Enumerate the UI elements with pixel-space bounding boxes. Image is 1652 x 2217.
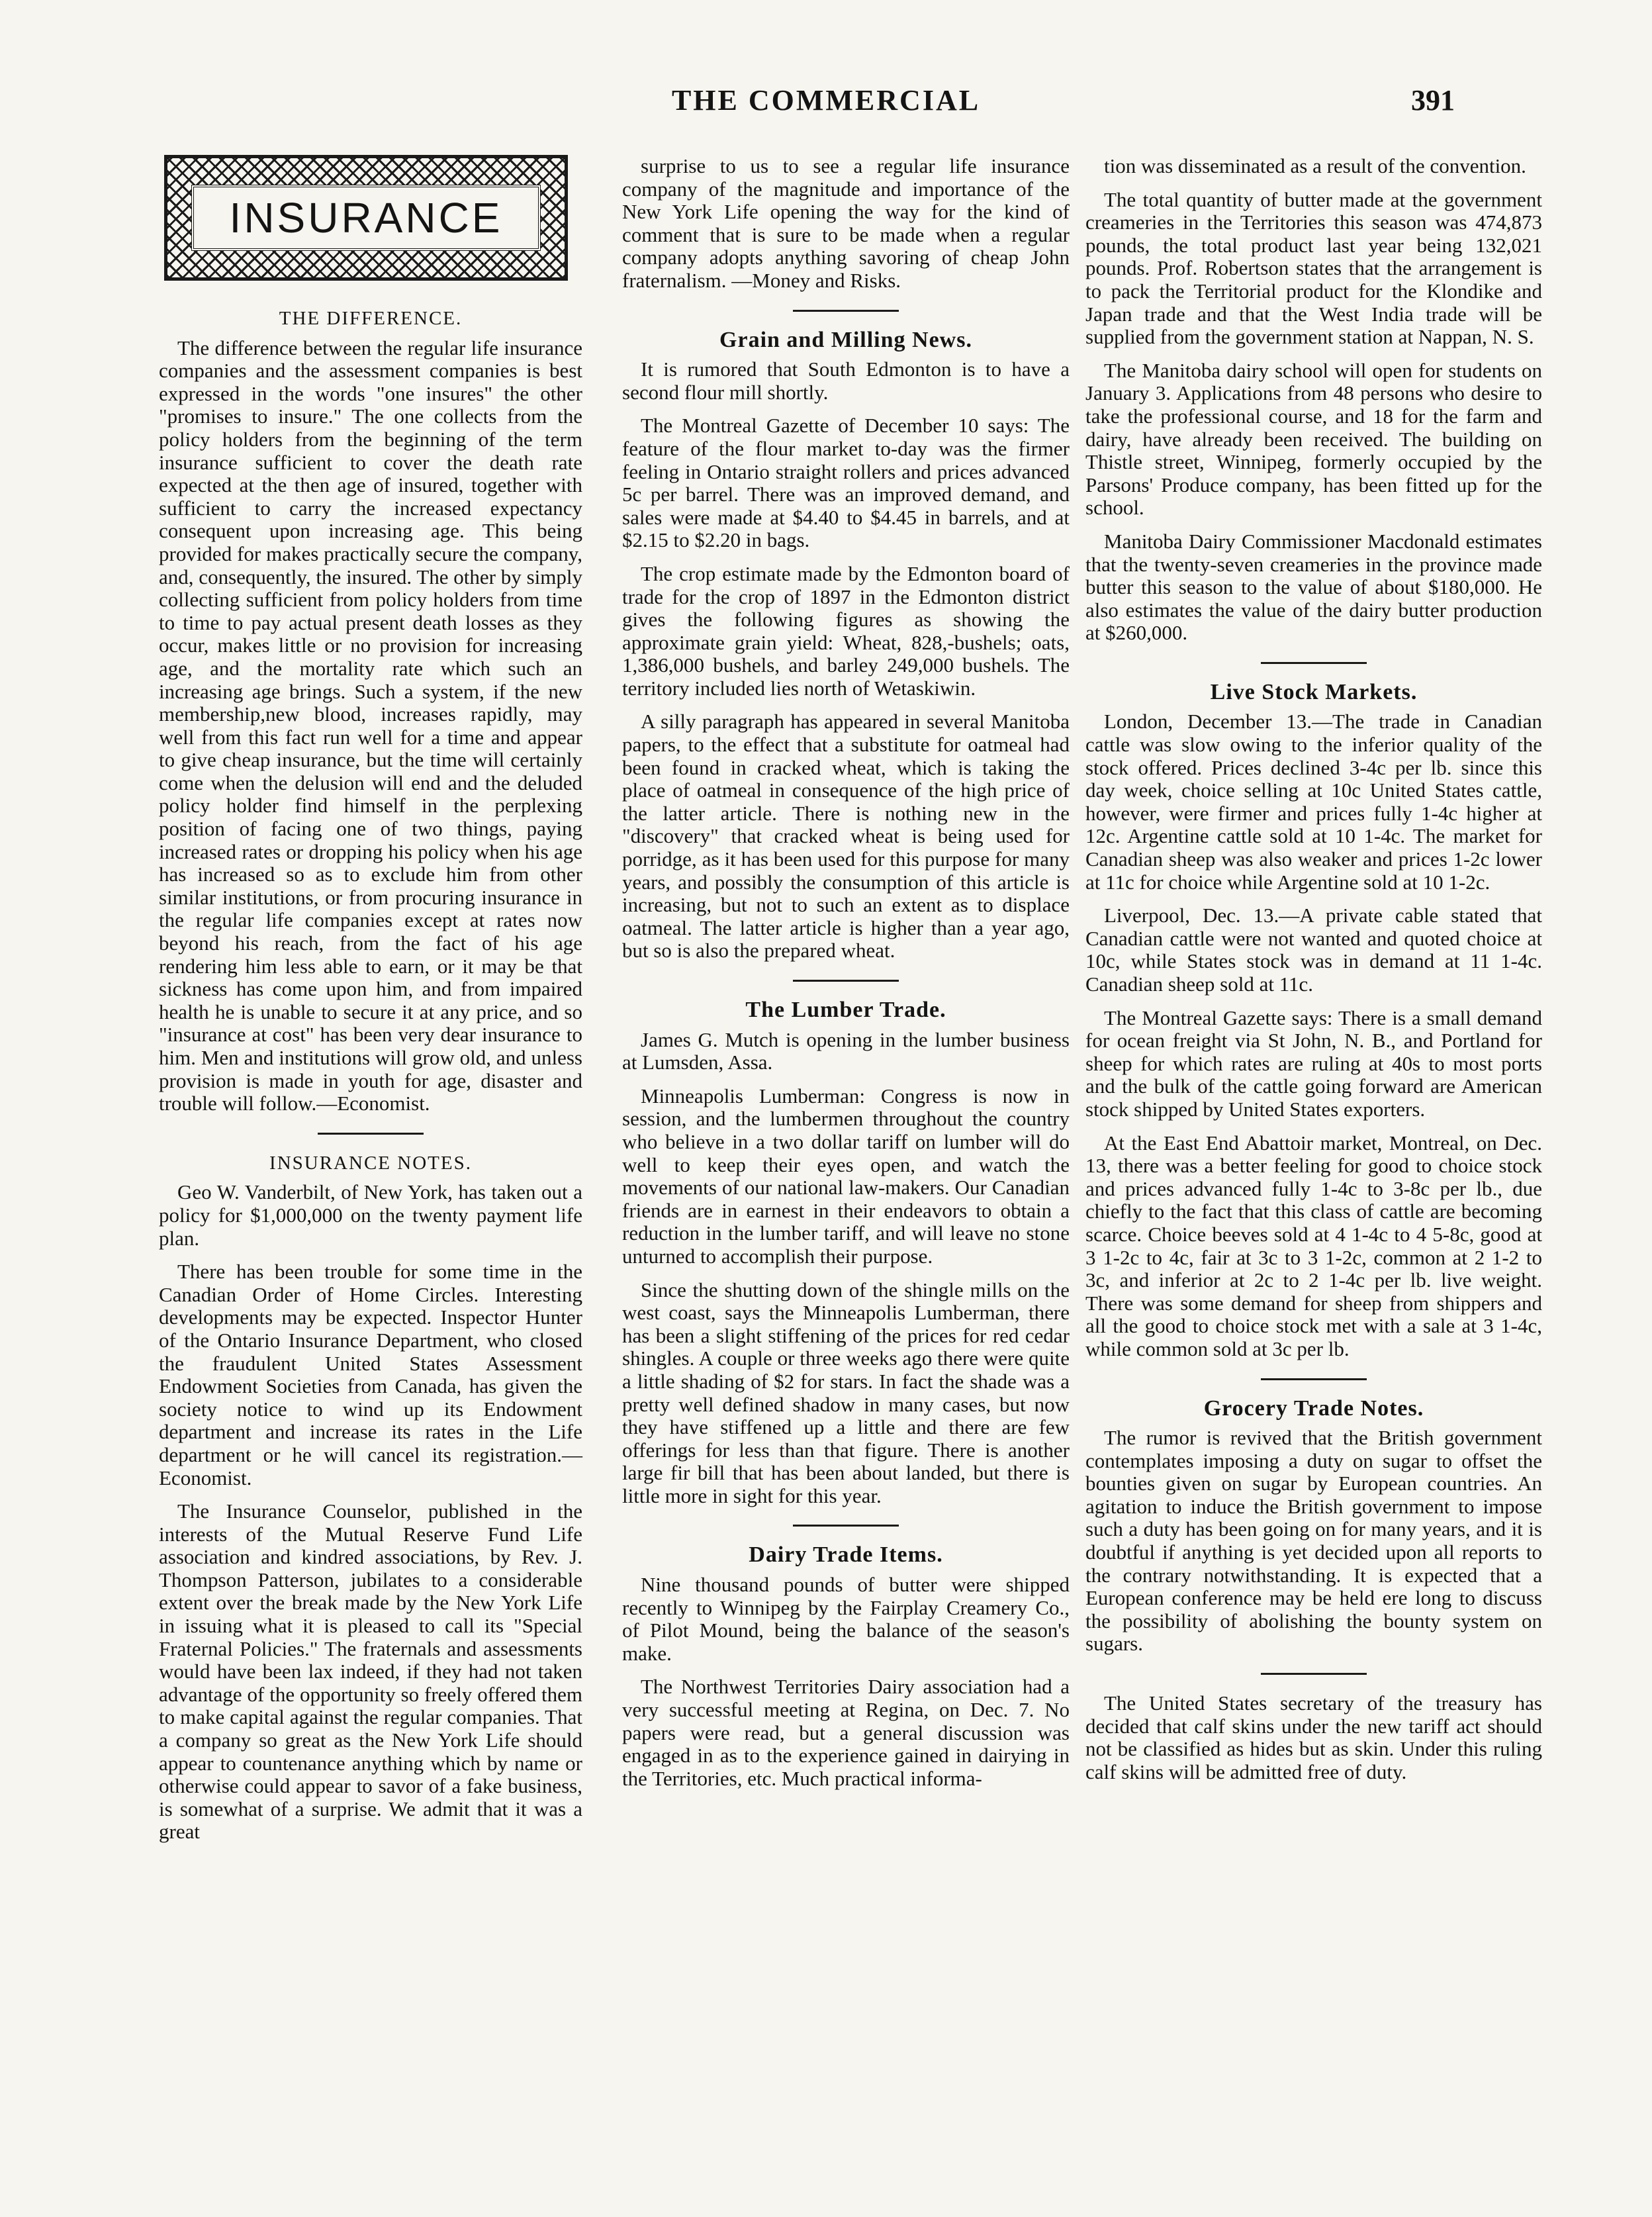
article-heading-grocery: Grocery Trade Notes.	[1203, 1395, 1424, 1421]
article-paragraph: James G. Mutch is opening in the lumber business at Lumsden, Assa.	[622, 1027, 1070, 1074]
page-number: 391	[1411, 84, 1455, 117]
section-divider	[1261, 1673, 1367, 1675]
article-paragraph: Manitoba Dairy Commissioner Macdonald estimates that the twenty-seven creameries in the province made butter this season to the value of about $180,000. He also estimates the value of the dairy butter production at $260,000.	[1085, 529, 1542, 645]
article-paragraph: The Insurance Counselor, published in the interests of the Mutual Reserve Fund Life association and kindred associations, by Rev. J. Thompson Patterson, jubilates to a considerable extent over the break made by the New York Life in issuing what it is pleased to call its "Special Fraternal Policies." The fraternals and assessments would have been lax indeed, if they had not taken advantage of the opportunity so freely offered them to make capital against the regular companies. That a company so great as the New York Life should appear to countenance anything which by name or otherwise could appear to savor of a fake business, is somewhat of a surprise. We admit that it was a great	[159, 1499, 582, 1844]
banner-label: INSURANCE	[229, 193, 503, 242]
article-heading-insurance-notes: INSURANCE NOTES.	[269, 1152, 472, 1174]
article-paragraph: Nine thousand pounds of butter were shipped recently to Winnipeg by the Fairplay Creamery Co., of Pilot Mound, being the balance of the season's make.	[622, 1573, 1070, 1665]
article-paragraph: The United States secretary of the treasury has decided that calf skins under the new tariff act should not be classified as hides but as skin. Under this ruling calf skins will be admitted free of duty.	[1085, 1691, 1542, 1783]
section-divider	[1261, 662, 1367, 664]
article-paragraph: The Montreal Gazette of December 10 says: The feature of the flour market to-day was the firmer feeling in Ontario straight rollers and prices advanced 5c per barrel. There was an improved demand, and sales were made at $4.40 to $4.45 in barrels, and at $2.15 to $2.20 in bags.	[622, 414, 1070, 552]
article-paragraph: The total quantity of butter made at the government creameries in the Territories this season was 474,873 pounds, the total product last year being 132,021 pounds. Prof. Robertson states that the arrangement is to pack the Territorial product for the Klondike and Japan trade and that the West India trade will be supplied from the government station at Nappan, N. S.	[1085, 187, 1542, 349]
banner-label-box	[191, 185, 541, 251]
section-divider	[1261, 1378, 1367, 1380]
section-divider	[793, 310, 899, 312]
article-paragraph: The rumor is revived that the British government contemplates imposing a duty on sugar to offset the bounties given on sugar by European countries. An agitation to induce the British government to impose such a duty has been going on for many years, and it is doubtful if anything is yet decided upon all reports to the contrary notwithstanding. It is expected that a European conference may be held ere long to discuss the possibility of abolishing the bounty system on sugars.	[1085, 1426, 1542, 1656]
article-paragraph: The difference between the regular life insurance companies and the assessment companies is best expressed in the words "one insures" the other "promises to insure." The one collects from the policy holders from the beginning of the term insurance sufficient to cover the death rate expected at the then age of insured, together with sufficient to carry the increased expectancy consequent upon increasing age. This being provided for makes practically secure the company, and, consequently, the insured. The other by simply collecting sufficient from policy holders from time to time to pay actual present death losses as they occur, makes little or no provision for increasing age, and the mortality rate which such an increasing age brings. Such a system, if the new membership,new blood, increases rapidly, may well from this fact run well for a time and appear to give cheap insurance, but the time will certainly come when the delusion will end and the deluded policy holder find himself in the perplexing position of facing one of two things, paying increased rates or dropping his policy when his age has increased so as to exclude him from other similar institutions, or from procuring insurance in the regular life companies except at rates now beyond his reach, from the fact of his age rendering him less able to earn, or it may be that sickness has come upon him, and from impaired health he is unable to secure it at any price, and so "insurance at cost" has been very dear insurance to him. Men and institutions will grow old, and unless provision is made in youth for age, disaster and trouble will follow.—Economist.	[159, 336, 582, 1115]
article-paragraph: A silly paragraph has appeared in several Manitoba papers, to the effect that a substitute for oatmeal had been found in cracked wheat, which is taking the place of oatmeal in consequence of the high price of the latter article. There is nothing new in the "discovery" that cracked wheat is being used for porridge, as it has been used for this purpose for many years, and possibly the consumption of this article is increasing, but not to such an extent as to displace oatmeal. The latter article is higher than a year ago, but so is also the prepared wheat.	[622, 710, 1070, 963]
section-divider	[793, 980, 899, 982]
section-divider	[318, 1133, 424, 1135]
section-divider	[793, 1525, 899, 1527]
article-paragraph: There has been trouble for some time in the Canadian Order of Home Circles. Interesting developments may be expected. Inspector Hunter of the Ontario Insurance Department, who closed the fraudulent United States Assessment Endowment Societies from Canada, has given the society notice to wind up its Endowment department and increase its rates in the Life department or he will cancel its registration.—Economist.	[159, 1260, 582, 1489]
article-heading-dairy: Dairy Trade Items.	[749, 1542, 943, 1568]
article-heading-grain: Grain and Milling News.	[719, 327, 972, 352]
article-paragraph: Geo W. Vanderbilt, of New York, has taken out a policy for $1,000,000 on the twenty payment life plan.	[159, 1180, 582, 1250]
article-paragraph: The Manitoba dairy school will open for students on January 3. Applications from 48 persons who desire to take the professional course, and 18 for the farm and dairy, have already been received. The building on Thistle street, Winnipeg, formerly occupied by the Parsons' Produce company, has been fitted up for the school.	[1085, 358, 1542, 520]
page-header	[0, 83, 1652, 123]
article-paragraph: It is rumored that South Edmonton is to have a second flour mill shortly.	[622, 357, 1070, 404]
article-paragraph: Since the shutting down of the shingle mills on the west coast, says the Minneapolis Lumberman, there has been a slight stiffening of the prices for red cedar shingles. A couple or three weeks ago there were quite a little shading of $2 for stars. In fact the shade was a pretty well defined shadow in many cases, but now they have stiffened up a little and there are few offerings for less than that figure. There is another large fir bill that has been about landed, but there is little more in sight for this year.	[622, 1278, 1070, 1507]
article-paragraph: surprise to us to see a regular life insurance company of the magnitude and importance of the New York Life opening the way for the kind of comment that is sure to be made when a regular company adopts anything savoring of cheap John fraternalism. —Money and Risks.	[622, 154, 1070, 292]
article-heading-lumber: The Lumber Trade.	[745, 998, 946, 1022]
article-paragraph: The Montreal Gazette says: There is a small demand for ocean freight via St John, N. B., and Portland for sheep for which rates are ruling at 40s to most ports and the bulk of the cattle going forward are American stock shipped by United States exporters.	[1085, 1006, 1542, 1121]
publication-title: THE COMMERCIAL	[671, 84, 981, 117]
column-2	[622, 155, 1070, 1801]
article-paragraph: At the East End Abattoir market, Montreal, on Dec. 13, there was a better feeling for good to choice stock and prices advanced fully 1-4c to 3-8c per lb., due chiefly to the fact that this class of cattle are becoming scarce. Choice beeves sold at 4 1-4c to 4 5-8c, good at 3 1-2c to 4c, fair at 3c to 3 1-2c, common at 2 1-2 to 3c, and inferior at 2c to 2 1-4c per lb. live weight. There was some demand for sheep from shippers and all the good to choice stock met with a sale at 3 1-4c, while common sold at 3c per lb.	[1085, 1131, 1542, 1360]
article-heading-livestock: Live Stock Markets.	[1210, 679, 1418, 704]
article-heading-difference: THE DIFFERENCE.	[279, 308, 463, 329]
article-paragraph: The crop estimate made by the Edmonton board of trade for the crop of 1897 in the Edmonton district gives the following figures as showing the approximate grain yield: Wheat, 828,-bushels; oats, 1,386,000 bushels, and barley 249,000 bushels. The territory included lies north of Wetaskiwin.	[622, 561, 1070, 700]
article-paragraph: tion was disseminated as a result of the convention.	[1104, 154, 1526, 177]
article-paragraph: The Northwest Territories Dairy association had a very successful meeting at Regina, on Dec. 7. No papers were read, but a general discussion was engaged in as to the experience gained in dairying in the Territories, etc. Much practical informa-	[622, 1675, 1070, 1790]
column-1	[159, 155, 582, 1854]
article-paragraph: Liverpool, Dec. 13.—A private cable stated that Canadian cattle were not wanted and quoted choice at 10c, while States stock was in demand at 11 1-4c. Canadian sheep sold at 11c.	[1085, 904, 1542, 996]
article-paragraph: London, December 13.—The trade in Canadian cattle was slow owing to the inferior quality of the stock offered. Prices declined 3-4c per lb. since this day week, choice selling at 10c United States cattle, however, were firmer and prices fully 1-4c higher at 12c. Argentine cattle sold at 10 1-4c. The market for Canadian sheep was also weaker and prices 1-2c lower at 11c for choice while Argentine sold at 10 1-2c.	[1085, 710, 1542, 894]
column-3	[1085, 155, 1542, 1794]
insurance-section-banner	[164, 155, 568, 281]
article-paragraph: Minneapolis Lumberman: Congress is now in session, and the lumbermen throughout the country who believe in a two dollar tariff on lumber will do well to keep their eyes open, and watch the movements of our national law-makers. Our Canadian friends are in earnest in their endeavors to obtain a reduction in the lumber tariff, and will leave no stone unturned to accomplish their purpose.	[622, 1084, 1070, 1268]
